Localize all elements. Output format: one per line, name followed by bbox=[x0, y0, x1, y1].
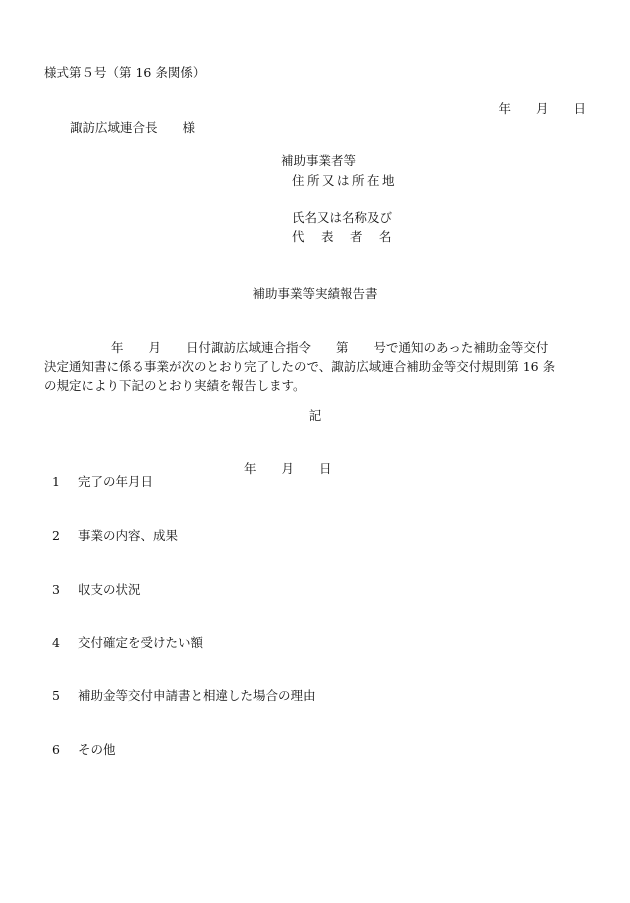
item-label: 事業の内容、成果 bbox=[77, 527, 178, 543]
applicant-heading: 補助事業者等 bbox=[281, 153, 357, 168]
body-line-1: 年 月 日付諏訪広域連合指令 第 号で通知のあった補助金等交付 bbox=[111, 340, 549, 355]
item-label: 補助金等交付申請書と相違した場合の理由 bbox=[77, 687, 316, 703]
list-item bbox=[44, 463, 153, 488]
body-paragraph bbox=[44, 338, 589, 395]
list-item bbox=[44, 731, 115, 756]
ki-label: 記 bbox=[308, 408, 322, 423]
list-item bbox=[44, 517, 178, 542]
body-line-3: の規定により下記のとおり実績を報告します。 bbox=[44, 378, 306, 393]
item-number: 3 bbox=[51, 581, 60, 597]
list-item bbox=[44, 571, 140, 596]
item-number: 6 bbox=[51, 741, 60, 757]
address-label: 住所又は所在地 bbox=[292, 173, 398, 188]
body-line-2: 決定通知書に係る事業が次のとおり完了したので、諏訪広域連合補助金等交付規則第 16 条 bbox=[44, 359, 556, 374]
item-number: 5 bbox=[51, 687, 60, 703]
item-label: 完了の年月日 bbox=[77, 473, 153, 489]
report-date: 年 月 日 bbox=[498, 101, 586, 116]
item-label: 収支の状況 bbox=[77, 581, 141, 597]
item-label: その他 bbox=[77, 741, 116, 757]
item-number: 1 bbox=[51, 473, 60, 489]
item-number: 4 bbox=[51, 634, 60, 650]
list-item bbox=[44, 677, 315, 702]
document-title: 補助事業等実績報告書 bbox=[252, 286, 378, 301]
form-number: 様式第５号（第 16 条関係） bbox=[44, 65, 206, 80]
list-item bbox=[44, 624, 203, 649]
name-label: 氏名又は名称及び bbox=[292, 210, 393, 225]
item-label: 交付確定を受けたい額 bbox=[77, 634, 203, 650]
recipient-line: 諏訪広域連合長 様 bbox=[70, 120, 196, 135]
completion-date: 年 月 日 bbox=[244, 461, 332, 476]
item-number: 2 bbox=[51, 527, 60, 543]
representative-label: 代 表 者 名 bbox=[292, 229, 392, 244]
